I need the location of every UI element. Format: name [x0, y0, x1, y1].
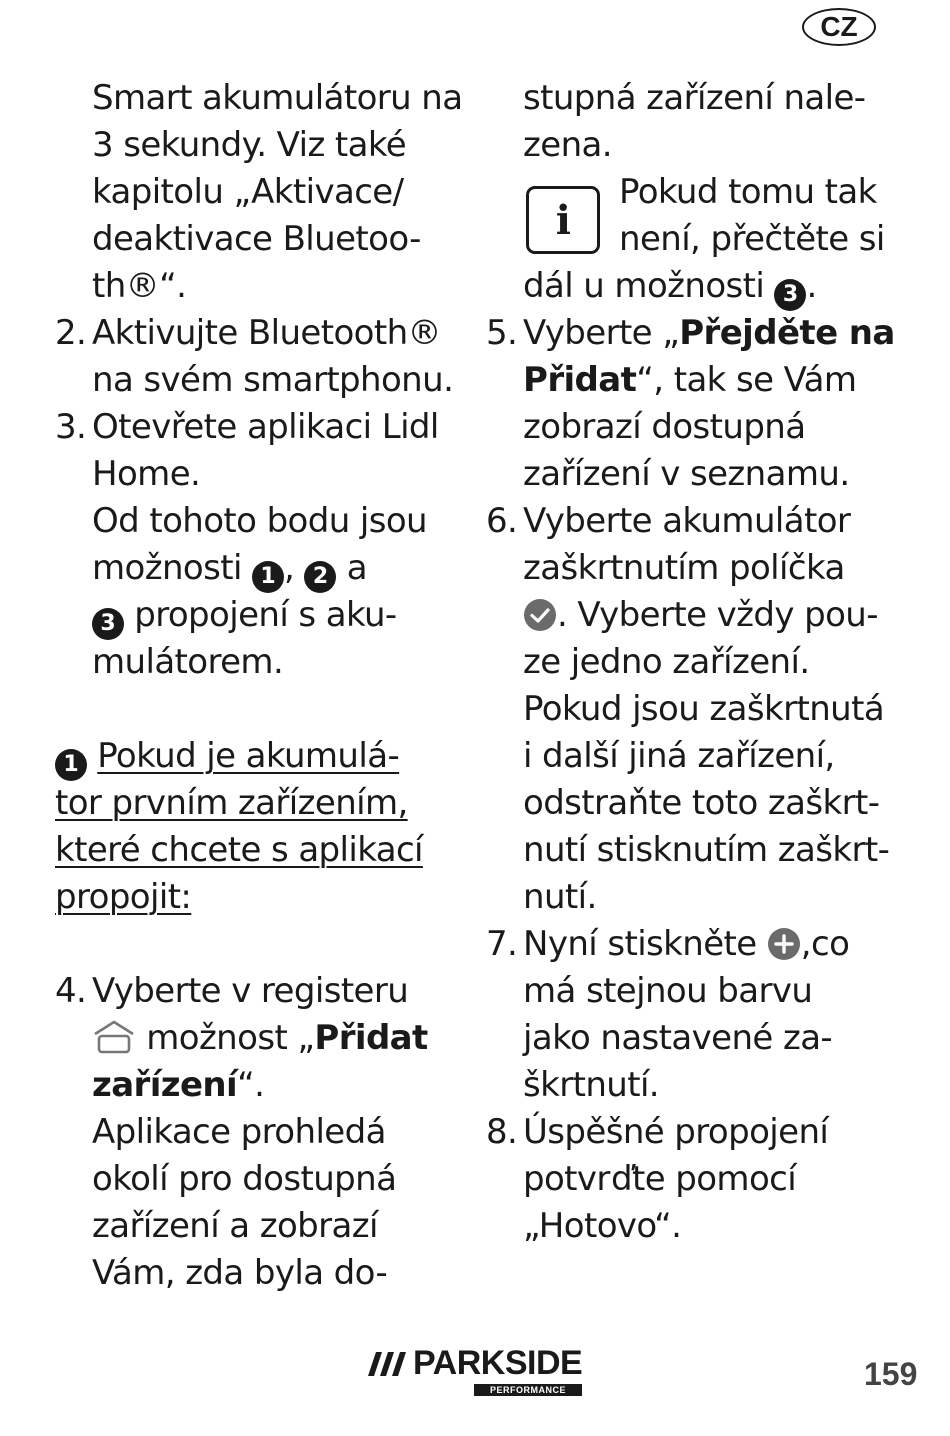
step-number: 5. [486, 313, 518, 353]
text-line: okolí pro dostupná [92, 1159, 397, 1199]
text-line [55, 1062, 455, 1109]
parkside-logo [368, 1344, 584, 1400]
text-line: potvrďte pomocí [523, 1159, 797, 1199]
text-line: má stejnou barvu [523, 971, 813, 1011]
text-line: škrtnutí. [523, 1065, 659, 1105]
text: Vyberte „ [523, 313, 680, 353]
text: možnost „ [146, 1018, 315, 1058]
option-1-icon: 1 [55, 749, 87, 781]
info-icon: i [526, 186, 600, 254]
note-line [486, 263, 886, 310]
text-line: „Hotovo“. [523, 1206, 682, 1246]
check-circle-icon [523, 598, 557, 632]
bold-text: Přidat [523, 360, 637, 400]
step-2 [55, 310, 455, 357]
right-column [486, 75, 895, 1250]
option-3-icon: 3 [774, 279, 806, 311]
text: . [806, 266, 817, 306]
text-line: Smart akumulátoru na [92, 78, 463, 118]
text-line: nutí stisknutím zaškrt- [523, 830, 890, 870]
text: , [284, 548, 295, 588]
note-line: Pokud tomu tak [619, 172, 877, 212]
bold-text: Přejděte na [679, 313, 895, 353]
text-line: deaktivace Bluetoo- [92, 219, 421, 259]
text-line [55, 545, 455, 592]
text-line: kapitolu „Aktivace/ [92, 172, 404, 212]
text: dál u možnosti [523, 266, 765, 306]
text-line: th®“. [92, 266, 187, 306]
text-line: zařízení a zobrazí [92, 1206, 378, 1246]
left-column [55, 75, 463, 1297]
logo-text: PARKSIDE [413, 1344, 583, 1382]
step-5 [486, 310, 895, 357]
logo-subtitle: PERFORMANCE [474, 1384, 582, 1396]
text: ,co [800, 924, 850, 964]
text-line: nutí. [523, 877, 597, 917]
step-8 [486, 1109, 886, 1156]
page-number: 159 [864, 1356, 918, 1392]
bold-text: zařízení [92, 1065, 238, 1105]
text-line: mulátorem. [92, 642, 284, 682]
text: Pokud je akumulá- [97, 736, 400, 776]
text: Vyberte akumulátor [523, 501, 851, 541]
text-line: odstraňte toto zaškrt- [523, 783, 880, 823]
text: “. [237, 1065, 265, 1105]
text-line: zobrazí dostupná [523, 407, 806, 447]
step-number: 6. [486, 501, 518, 541]
text: Aktivujte Bluetooth® [92, 313, 441, 353]
step-4 [55, 968, 455, 1015]
option-1-icon: 1 [252, 561, 284, 593]
text: Otevřete aplikaci Lidl [92, 407, 439, 447]
text-line: Vám, zda byla do- [92, 1253, 388, 1293]
text: Nyní stiskněte [523, 924, 757, 964]
text: možnosti [92, 548, 242, 588]
option-2-icon: 2 [304, 561, 336, 593]
text: Úspěšné propojení [523, 1112, 829, 1152]
logo-slashes-icon [368, 1350, 410, 1378]
step-number: 4. [55, 971, 87, 1011]
section-heading-line: tor prvním zařízením, [55, 783, 408, 823]
language-badge: CZ [802, 8, 876, 46]
bold-text: Přidat [314, 1018, 428, 1058]
text-line: i další jiná zařízení, [523, 736, 835, 776]
section-heading [55, 733, 455, 780]
note-line: není, přečtěte si [619, 219, 885, 259]
step-7 [486, 921, 886, 968]
text-line: zařízení v seznamu. [523, 454, 850, 494]
text-line: 3 sekundy. Viz také [92, 125, 407, 165]
text: a [346, 548, 367, 588]
text: Vyberte v registeru [92, 971, 409, 1011]
step-6 [486, 498, 886, 545]
text: “, tak se Vám [636, 360, 857, 400]
step-number: 3. [55, 407, 87, 447]
text-line [55, 1015, 455, 1062]
text-line [486, 592, 886, 639]
section-heading-line: které chcete s aplikací [55, 830, 423, 870]
section-heading-line: propojit: [55, 877, 192, 917]
text-line [55, 592, 455, 639]
text: propojení s aku- [134, 595, 397, 635]
text-line: zaškrtnutím políčka [523, 548, 845, 588]
step-number: 7. [486, 924, 518, 964]
text-line: Pokud jsou zaškrtnutá [523, 689, 885, 729]
text-line: stupná zařízení nale- [523, 78, 866, 118]
step-number: 8. [486, 1112, 518, 1152]
plus-circle-icon [767, 927, 801, 961]
text-line: zena. [523, 125, 612, 165]
text-line: jako nastavené za- [523, 1018, 833, 1058]
text-line [486, 357, 886, 404]
spacer [55, 921, 455, 968]
text-line: Aplikace prohledá [92, 1112, 386, 1152]
option-3-icon: 3 [92, 608, 124, 640]
text-line: Od tohoto bodu jsou [92, 501, 428, 541]
spacer [55, 686, 455, 733]
home-icon [92, 1019, 136, 1055]
text-line: ze jedno zařízení. [523, 642, 810, 682]
step-number: 2. [55, 313, 87, 353]
text: . Vyberte vždy pou- [557, 595, 878, 635]
text-line: Home. [92, 454, 201, 494]
step-3 [55, 404, 455, 451]
text-line: na svém smartphonu. [92, 360, 454, 400]
